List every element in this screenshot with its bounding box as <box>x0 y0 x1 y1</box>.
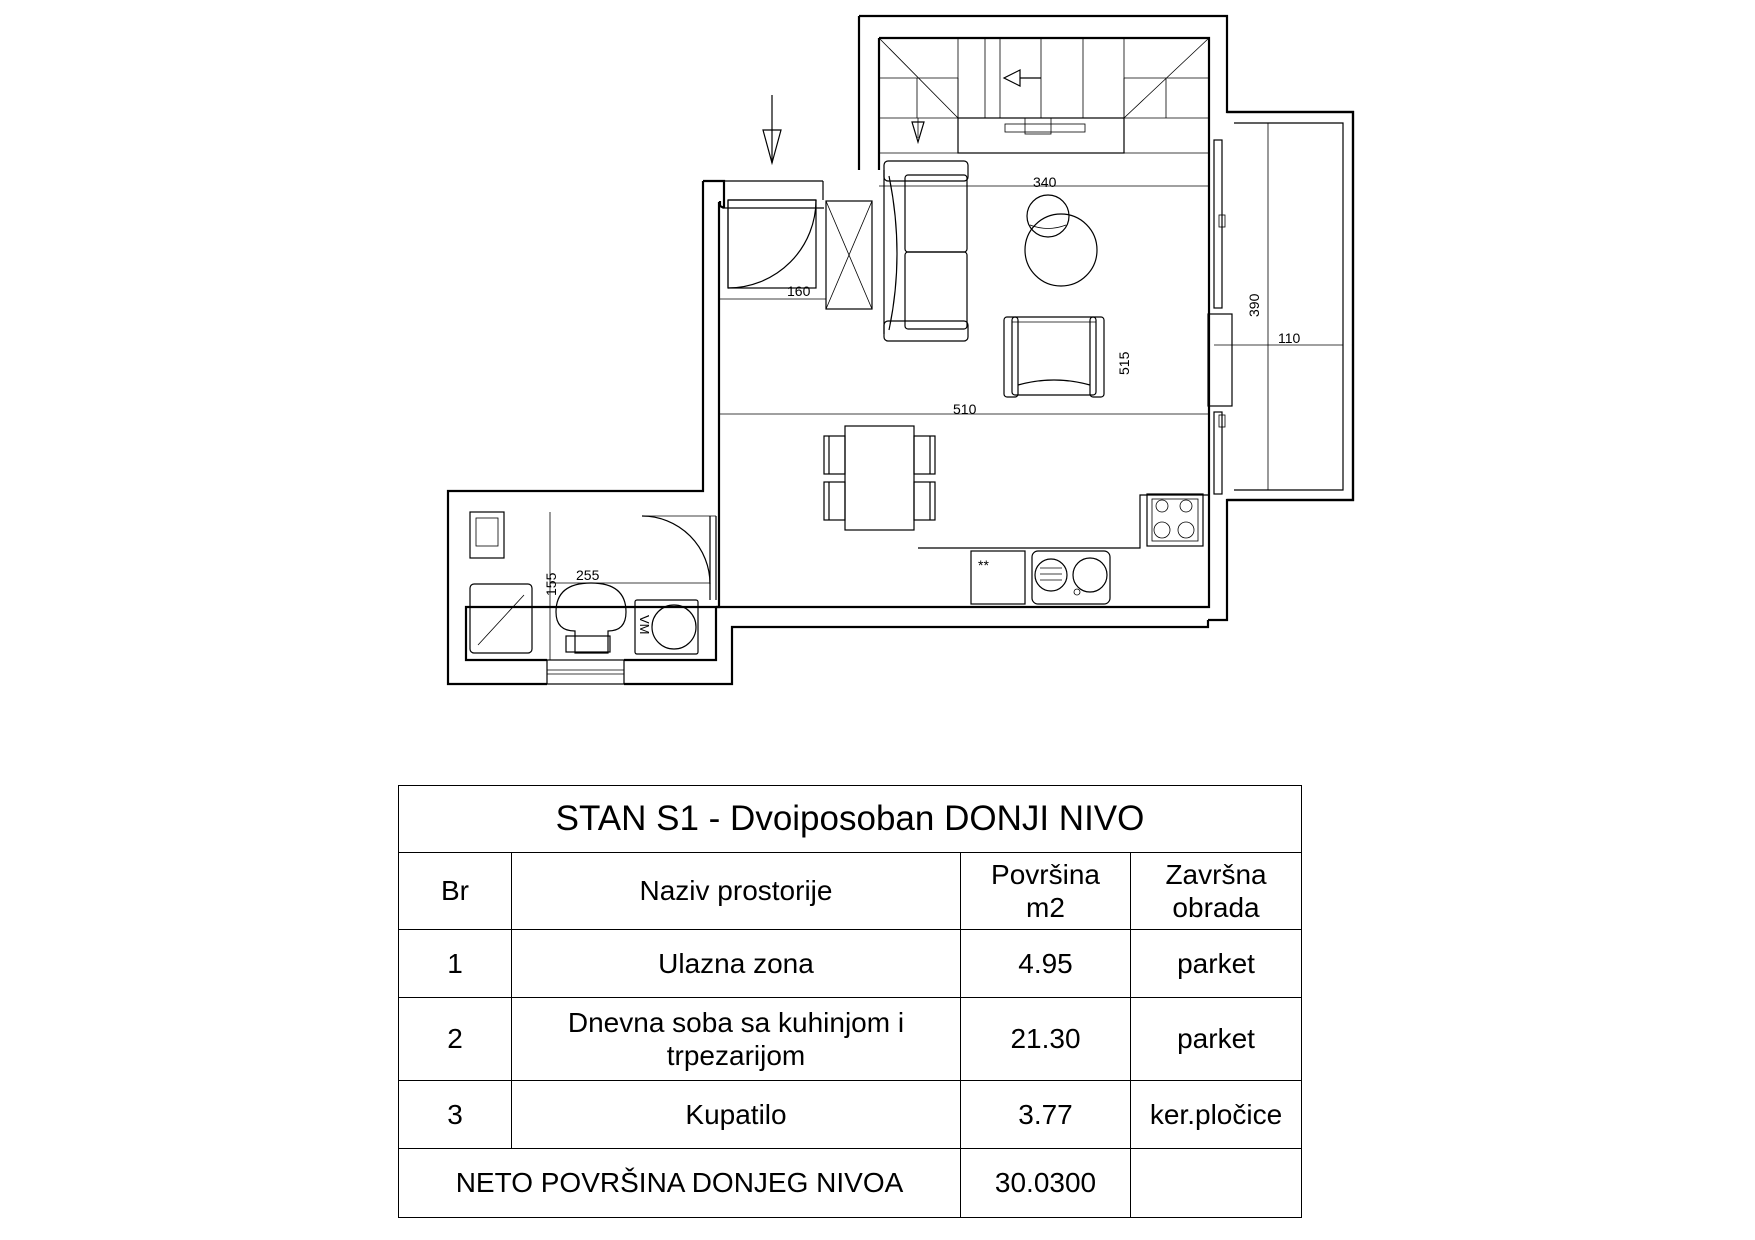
header-name: Naziv prostorije <box>512 853 961 930</box>
total-value: 30.0300 <box>961 1149 1131 1218</box>
bathroom <box>470 512 716 684</box>
row-name: Ulazna zona <box>512 929 961 997</box>
total-label: NETO POVRŠINA DONJEG NIVOA <box>399 1149 961 1218</box>
table-total-row <box>399 1149 1302 1218</box>
dim-living-width: 340 <box>1033 174 1057 190</box>
dim-terrace-width: 110 <box>1278 330 1301 346</box>
dim-bath-width: 255 <box>576 567 600 583</box>
header-finish-line1: Završna <box>1165 858 1267 890</box>
terrace <box>1208 112 1353 500</box>
row-name-line1: Dnevna soba sa kuhinjom i <box>567 1006 905 1038</box>
table-row <box>399 929 1302 997</box>
row-area: 4.95 <box>961 929 1131 997</box>
header-br: Br <box>399 853 512 930</box>
header-area-line2: m2 <box>1026 892 1065 924</box>
row-area: 3.77 <box>961 1081 1131 1149</box>
header-area-line1: Površina <box>991 858 1100 890</box>
table-header-row <box>399 853 1302 930</box>
staircase <box>879 38 1209 153</box>
header-area <box>961 853 1131 930</box>
dim-terrace-length: 390 <box>1246 293 1262 317</box>
dim-bath-depth: 155 <box>543 572 559 596</box>
row-br: 2 <box>399 998 512 1081</box>
row-finish: ker.pločice <box>1131 1081 1302 1149</box>
header-finish-line2: obrada <box>1172 892 1260 924</box>
row-finish: parket <box>1131 929 1302 997</box>
fridge-label: ** <box>978 557 989 573</box>
row-br: 1 <box>399 929 512 997</box>
row-area: 21.30 <box>961 998 1131 1081</box>
room-area-table <box>398 785 1302 1218</box>
row-name: Kupatilo <box>512 1081 961 1149</box>
entrance-arrow <box>763 95 781 163</box>
wardrobe <box>826 201 872 309</box>
total-empty <box>1131 1149 1302 1218</box>
dim-entry-width: 160 <box>787 283 811 299</box>
row-finish: parket <box>1131 998 1302 1081</box>
dim-living-length: 510 <box>953 401 977 417</box>
washing-machine-label: VM <box>637 615 652 635</box>
table-title: STAN S1 - Dvoiposoban DONJI NIVO <box>399 786 1302 853</box>
header-finish <box>1131 853 1302 930</box>
dining-table <box>824 426 935 530</box>
dimensions <box>543 174 1301 596</box>
sofa <box>884 161 968 341</box>
dim-living-depth: 515 <box>1116 351 1132 375</box>
table-row <box>399 998 1302 1081</box>
row-name <box>512 998 961 1081</box>
armchair <box>1004 317 1104 397</box>
row-name-line2: trpezarijom <box>666 1040 806 1072</box>
coffee-table <box>1025 195 1097 286</box>
table-row <box>399 1081 1302 1149</box>
entry-door <box>724 181 824 288</box>
row-br: 3 <box>399 1081 512 1149</box>
kitchen-counter <box>918 494 1209 604</box>
